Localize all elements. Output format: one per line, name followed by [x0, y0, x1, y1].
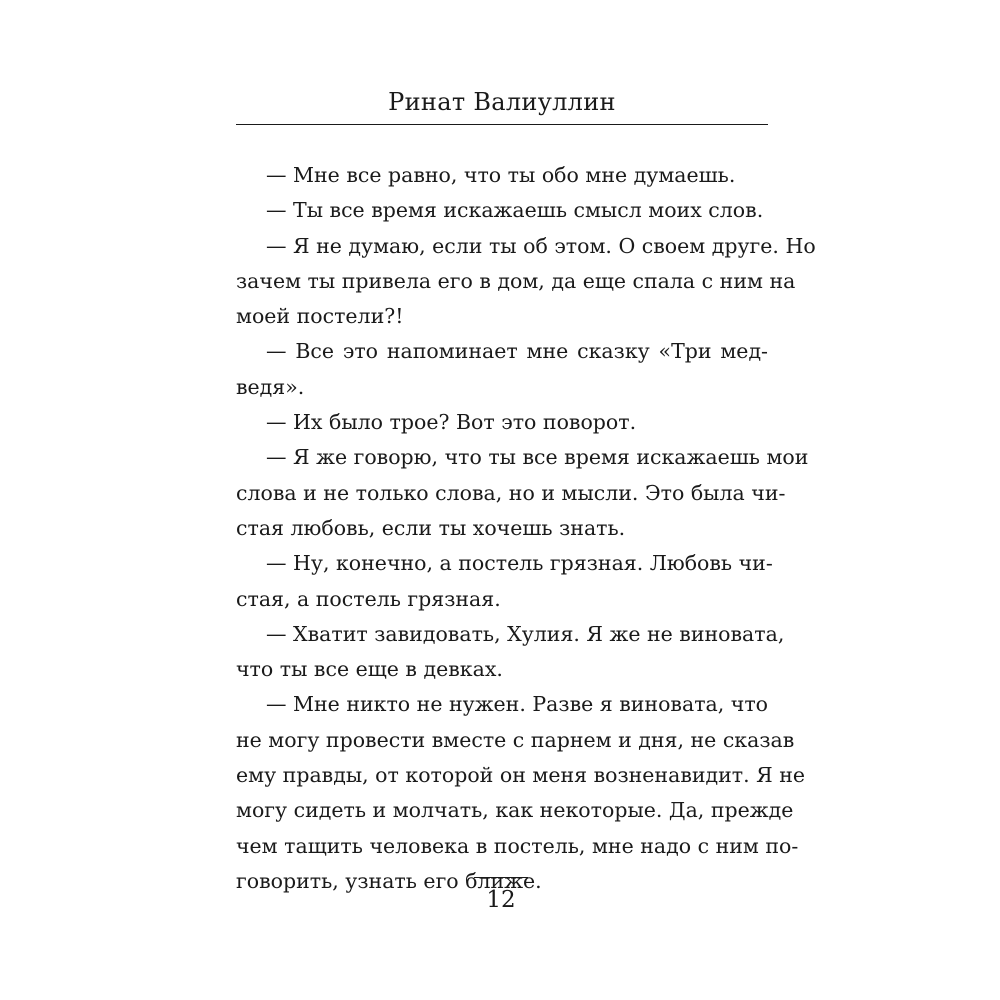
text-line: ему правды, от которой он меня возненавидит. Я не	[236, 763, 806, 788]
footer-rule	[474, 877, 528, 878]
text-line: слова и не только слова, но и мысли. Это была чи-	[236, 480, 786, 505]
page-number: 12	[486, 887, 516, 913]
text-line: — Ты все время искажаешь смысл моих слов.	[266, 198, 764, 223]
text-line: — Ну, конечно, а постель грязная. Любовь чи-	[266, 551, 773, 576]
text-line: — Хватит завидовать, Хулия. Я же не виновата,	[266, 621, 785, 646]
text-line: могу сидеть и молчать, как некоторые. Да, прежде	[236, 798, 794, 823]
text-line: ведя».	[236, 374, 305, 399]
text-body	[236, 158, 816, 899]
text-line: — Мне никто не нужен. Разве я виновата, что	[266, 692, 769, 717]
text-line: стая любовь, если ты хочешь знать.	[236, 515, 626, 540]
header-rule	[236, 124, 768, 125]
text-line: — Я же говорю, что ты все время искажаешь мои	[266, 445, 809, 470]
text-line: не могу провести вместе с парнем и дня, не сказав	[236, 727, 795, 752]
text-line: зачем ты привела его в дом, да еще спала с ним на	[236, 268, 796, 293]
text-line: что ты все еще в девках.	[236, 657, 503, 682]
text-line: моей постели?!	[236, 304, 404, 329]
text-line: — Мне все равно, что ты обо мне думаешь.	[266, 163, 736, 187]
running-header-author: Ринат Валиуллин	[388, 88, 616, 116]
text-line: — Я не думаю, если ты об этом. О своем друге. Но	[266, 233, 816, 258]
text-line: — Их было трое? Вот это поворот.	[266, 410, 637, 435]
text-line: говорить, узнать его ближе.	[236, 868, 542, 893]
text-line: стая, а постель грязная.	[236, 586, 501, 611]
text-line: чем тащить человека в постель, мне надо с ним по-	[236, 833, 799, 858]
text-line: — Все это напоминает мне сказку «Три мед-	[266, 339, 768, 364]
